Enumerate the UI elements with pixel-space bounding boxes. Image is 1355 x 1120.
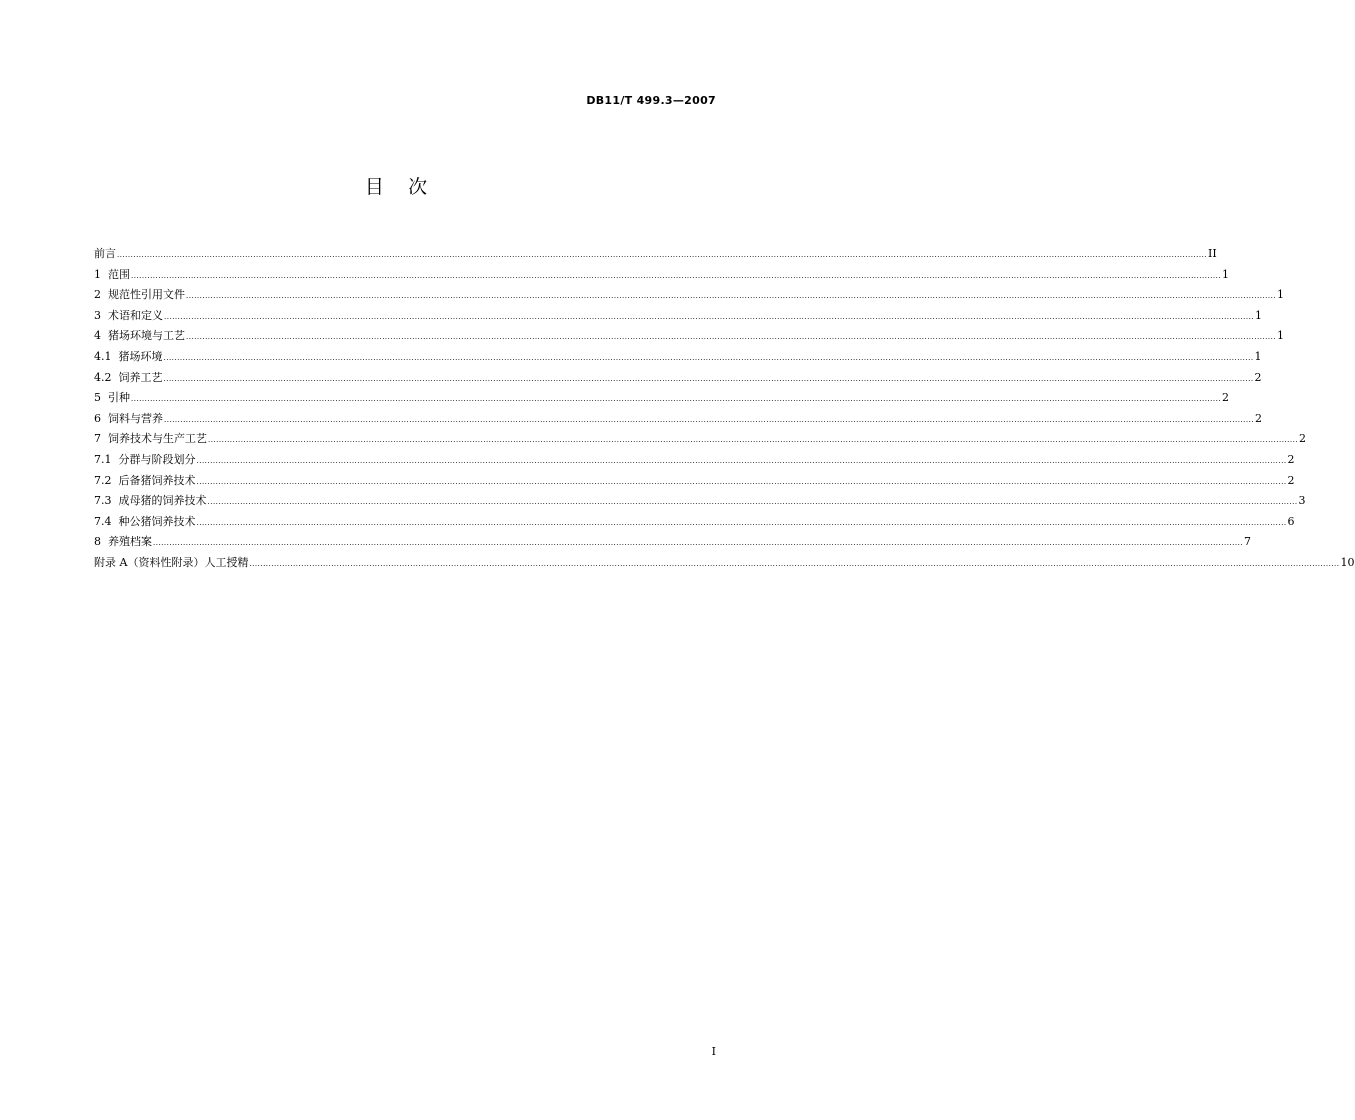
- toc-entry-label: 1 范围: [94, 267, 130, 281]
- toc-dot-leader: ................................................................................................................................................................................................................................................................................................................................................................................................................: [163, 374, 1254, 383]
- toc-entry-page: 2: [1254, 370, 1262, 384]
- toc-dot-leader: ................................................................................................................................................................................................................................................................................................................................................................................................................: [186, 292, 1277, 301]
- toc-dot-leader: ................................................................................................................................................................................................................................................................................................................................................................................................................: [131, 271, 1222, 280]
- toc-dot-leader: ................................................................................................................................................................................................................................................................................................................................................................................................................: [164, 415, 1255, 424]
- toc-entry[interactable]: [94, 347, 1262, 368]
- toc-entry-label: 5 引种: [94, 391, 130, 405]
- toc-entry[interactable]: [94, 512, 1295, 533]
- toc-entry[interactable]: [94, 491, 1306, 512]
- toc-entry-page: 10: [1340, 555, 1355, 569]
- toc-entry-page: 2: [1287, 473, 1295, 487]
- toc-entry-label: 附录 A（资料性附录）人工授精: [94, 555, 249, 569]
- toc-entry[interactable]: [94, 368, 1262, 389]
- toc-entry[interactable]: [94, 285, 1285, 306]
- toc-entry[interactable]: [94, 532, 1252, 553]
- toc-entry-label: 7.1 分群与阶段划分: [94, 452, 196, 466]
- toc-entry[interactable]: [94, 429, 1307, 450]
- toc-entry-label: 4 猪场环境与工艺: [94, 329, 185, 343]
- toc-entry[interactable]: [94, 306, 1263, 327]
- toc-dot-leader: ................................................................................................................................................................................................................................................................................................................................................................................................................: [117, 251, 1208, 259]
- toc-dot-leader: ................................................................................................................................................................................................................................................................................................................................................................................................................: [249, 559, 1340, 568]
- toc-entry[interactable]: [94, 388, 1230, 409]
- toc-entry-page: 1: [1277, 288, 1285, 302]
- toc-entry[interactable]: [94, 244, 1217, 265]
- toc-dot-leader: ................................................................................................................................................................................................................................................................................................................................................................................................................: [196, 456, 1287, 465]
- toc-dot-leader: ................................................................................................................................................................................................................................................................................................................................................................................................................: [196, 518, 1287, 527]
- toc-entry-label: 2 规范性引用文件: [94, 288, 185, 302]
- page-number: I: [711, 1045, 716, 1058]
- toc-dot-leader: ................................................................................................................................................................................................................................................................................................................................................................................................................: [186, 333, 1277, 342]
- toc-dot-leader: ................................................................................................................................................................................................................................................................................................................................................................................................................: [153, 539, 1244, 548]
- toc-entry-page: 7: [1244, 535, 1252, 549]
- toc-entry[interactable]: [94, 326, 1285, 347]
- toc-entry-label: 前言: [94, 247, 116, 260]
- toc-entry-page: 6: [1287, 514, 1295, 528]
- toc-entry-page: 2: [1299, 432, 1307, 446]
- toc-entry-label: 7.4 种公猪饲养技术: [94, 514, 196, 528]
- table-of-contents: [94, 244, 1355, 574]
- toc-dot-leader: ................................................................................................................................................................................................................................................................................................................................................................................................................: [131, 395, 1222, 404]
- toc-entry-label: 7.2 后备猪饲养技术: [94, 473, 196, 487]
- toc-entry-page: 2: [1222, 391, 1230, 405]
- toc-entry-page: 1: [1254, 349, 1262, 363]
- toc-dot-leader: ................................................................................................................................................................................................................................................................................................................................................................................................................: [207, 498, 1298, 507]
- toc-entry-page: 1: [1277, 329, 1285, 343]
- toc-entry-page: 2: [1287, 452, 1295, 466]
- toc-dot-leader: ................................................................................................................................................................................................................................................................................................................................................................................................................: [208, 436, 1299, 445]
- toc-entry-page: 1: [1255, 308, 1263, 322]
- toc-entry[interactable]: [94, 471, 1295, 492]
- toc-entry-page: II: [1208, 247, 1217, 260]
- toc-dot-leader: ................................................................................................................................................................................................................................................................................................................................................................................................................: [196, 477, 1287, 486]
- toc-title: 目 次: [364, 176, 428, 198]
- toc-dot-leader: ................................................................................................................................................................................................................................................................................................................................................................................................................: [164, 312, 1255, 321]
- document-code: DB11/T 499.3—2007: [586, 94, 716, 107]
- toc-entry-label: 8 养殖档案: [94, 535, 152, 549]
- toc-entry[interactable]: [94, 409, 1263, 430]
- toc-entry-label: 4.1 猪场环境: [94, 349, 163, 363]
- toc-entry-page: 1: [1222, 267, 1230, 281]
- toc-entry-label: 6 饲料与营养: [94, 411, 163, 425]
- toc-entry-page: 2: [1255, 411, 1263, 425]
- toc-entry-label: 3 术语和定义: [94, 308, 163, 322]
- toc-entry-label: 7.3 成母猪的饲养技术: [94, 494, 207, 508]
- toc-entry[interactable]: [94, 450, 1295, 471]
- toc-entry[interactable]: [94, 265, 1230, 286]
- toc-entry[interactable]: [94, 553, 1355, 574]
- toc-entry-page: 3: [1298, 494, 1306, 508]
- toc-dot-leader: ................................................................................................................................................................................................................................................................................................................................................................................................................: [163, 353, 1254, 362]
- toc-entry-label: 4.2 饲养工艺: [94, 370, 163, 384]
- toc-entry-label: 7 饲养技术与生产工艺: [94, 432, 207, 446]
